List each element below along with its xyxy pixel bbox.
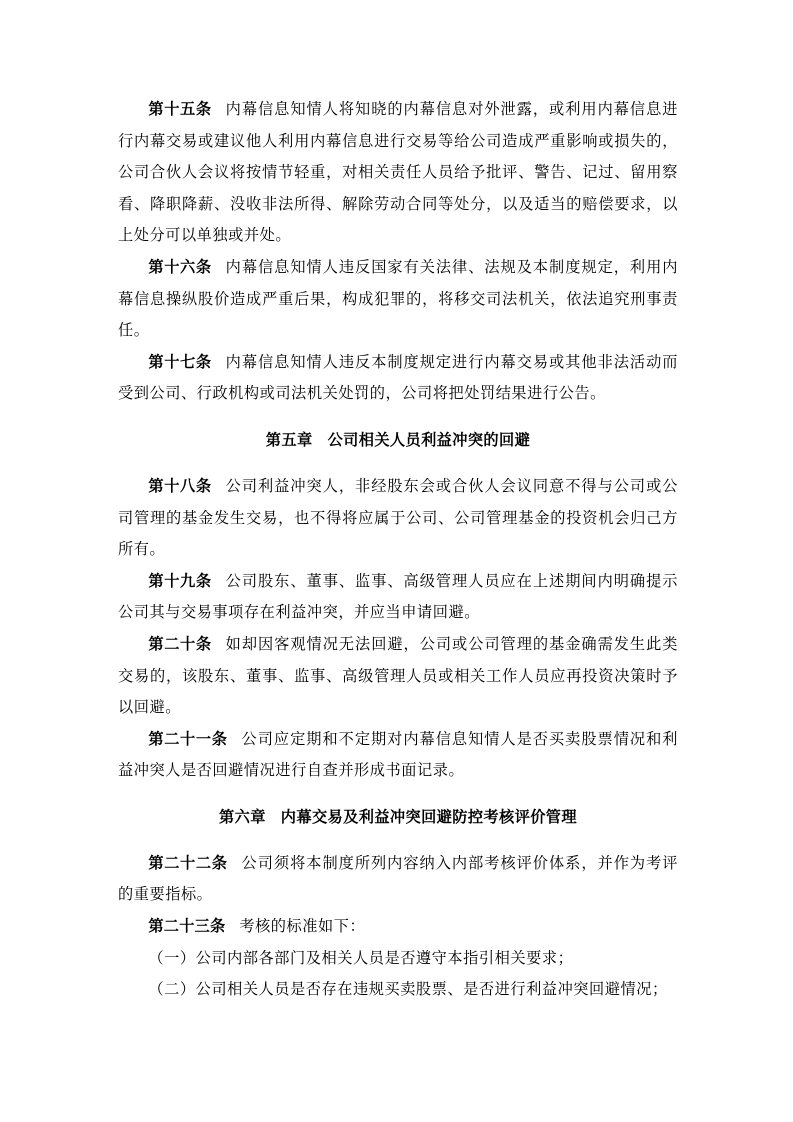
- list-item: （一）公司内部各部门及相关人员是否遵守本指引相关要求；: [148, 948, 574, 967]
- article-22: [118, 848, 678, 911]
- list-item: （二）公司相关人员是否存在违规买卖股票、是否进行利益冲突回避情况；: [148, 980, 668, 999]
- chapter-number: 第五章: [265, 430, 313, 449]
- article-label: 第二十二条: [148, 853, 228, 872]
- article-21: [118, 724, 678, 787]
- article-17: [118, 347, 678, 410]
- chapter-number: 第六章: [219, 807, 266, 826]
- article-16: [118, 252, 678, 347]
- article-text: 考核的标准如下：: [239, 917, 366, 936]
- article-label: 第二十一条: [148, 729, 228, 748]
- article-19: [118, 566, 678, 629]
- article-label: 第二十三条: [148, 917, 226, 936]
- article-text: 公司股东、董事、监事、高级管理人员应在上述期间内明确提示公司其与交易事项存在利益冲突，并应当申请回避。: [118, 571, 678, 622]
- article-text: 内幕信息知情人将知晓的内幕信息对外泄露，或利用内幕信息进行内幕交易或建议他人利用内幕信息进行交易等给公司造成严重影响或损失的，公司合伙人会议将按情节轻重，对相关责任人员给予批评、警告、记过、留用察看、降职降薪、没收非法所得、解除劳动合同等处分，以及适当的赔偿要求，以上处分可以单独或并处。: [118, 100, 678, 245]
- chapter-6-heading: [118, 806, 678, 828]
- chapter-title: 公司相关人员利益冲突的回避: [327, 430, 531, 449]
- article-18: [118, 471, 678, 566]
- article-text: 公司利益冲突人，非经股东会或合伙人会议同意不得与公司或公司管理的基金发生交易，也不得将应属于公司、公司管理基金的投资机会归己方所有。: [118, 476, 678, 559]
- chapter-title: 内幕交易及利益冲突回避防控考核评价管理: [280, 807, 577, 826]
- article-label: 第十六条: [148, 257, 212, 276]
- article-15: [118, 94, 678, 252]
- article-label: 第十七条: [148, 352, 212, 371]
- article-text: 内幕信息知情人违反本制度规定进行内幕交易或其他非法活动而受到公司、行政机构或司法机关处罚的，公司将把处罚结果进行公告。: [118, 352, 678, 403]
- article-text: 公司须将本制度所列内容纳入内部考核评价体系，并作为考评的重要指标。: [118, 853, 678, 904]
- article-label: 第十五条: [148, 100, 212, 118]
- article-label: 第十九条: [148, 571, 212, 590]
- article-label: 第二十条: [148, 634, 212, 653]
- article-23: [118, 911, 678, 943]
- article-text: 如却因客观情况无法回避，公司或公司管理的基金确需发生此类交易的，该股东、董事、监事、高级管理人员或相关工作人员应再投资决策时予以回避。: [118, 634, 678, 717]
- article-text: 内幕信息知情人违反国家有关法律、法规及本制度规定，利用内幕信息操纵股价造成严重后果，构成犯罪的，将移交司法机关，依法追究刑事责任。: [118, 257, 678, 340]
- article-text: 公司应定期和不定期对内幕信息知情人是否买卖股票情况和利益冲突人是否回避情况进行自查并形成书面记录。: [118, 729, 678, 780]
- article-label: 第十八条: [148, 476, 212, 495]
- article-20: [118, 629, 678, 724]
- chapter-5-heading: [118, 429, 678, 451]
